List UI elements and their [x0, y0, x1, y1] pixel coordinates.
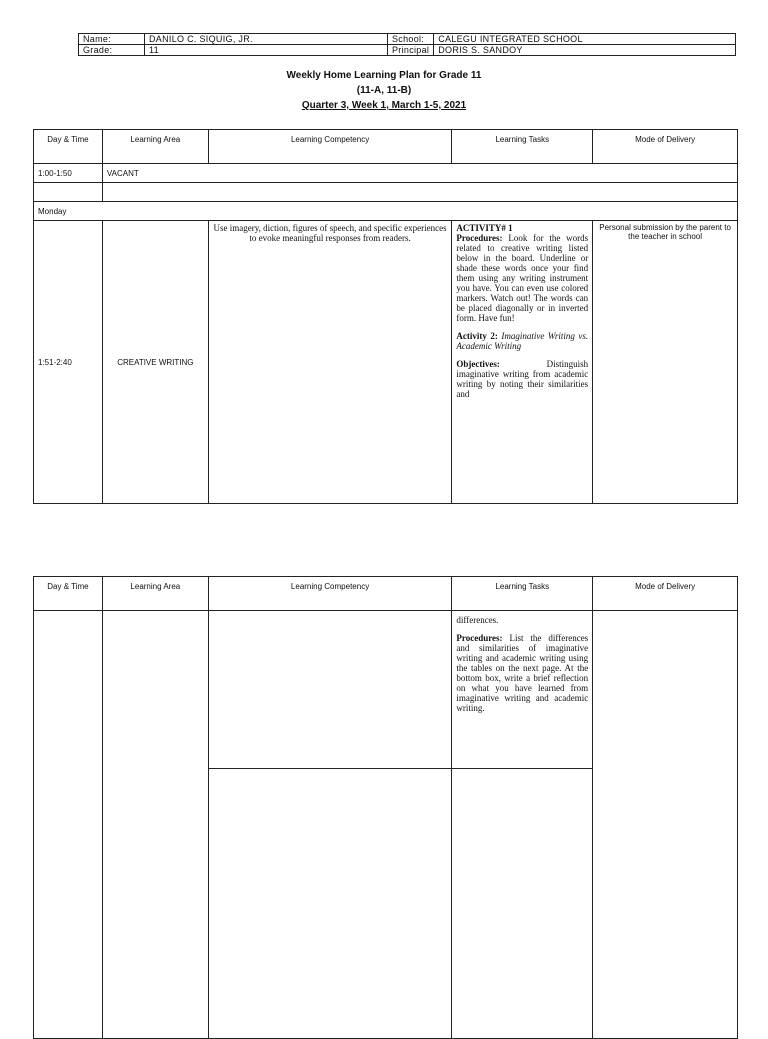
school-value: CALEGU INTEGRATED SCHOOL	[434, 34, 736, 45]
vacant-time: 1:00-1:50	[34, 164, 103, 183]
learning-area-creative-writing: CREATIVE WRITING	[102, 221, 208, 504]
grade-value: 11	[145, 45, 388, 56]
grade-label: Grade:	[79, 45, 145, 56]
header-learning-tasks: Learning Tasks	[452, 577, 593, 611]
activity-2-procedures: Procedures: List the differences and similarities of imaginative writing and academic writing using the tables on the next page. At the bottom box, write a brief reflection on what you have learned from imaginative writing and academic writing.	[456, 633, 589, 713]
header-day-time: Day & Time	[34, 577, 103, 611]
day-time-continued	[34, 611, 103, 1039]
blank-cell	[34, 183, 103, 202]
plan-sections: (11-A, 11-B)	[356, 85, 412, 96]
name-label: Name:	[79, 34, 145, 45]
activity-2-objectives-continued: differences.	[456, 615, 499, 625]
header-learning-competency: Learning Competency	[208, 577, 452, 611]
principal-label: Principal	[388, 45, 434, 56]
name-value: DANILO C. SIQUIG, JR.	[145, 34, 388, 45]
activity-2-title: Activity 2: Imaginative Writing vs. Academic Writing	[456, 331, 589, 351]
activity-2-objectives: Objectives: Distinguish imaginative writing from academic writing by noting their similarities and	[456, 359, 589, 399]
header-learning-area: Learning Area	[102, 577, 208, 611]
learning-area-continued	[102, 611, 208, 1039]
mode-of-delivery-text: Personal submission by the parent to the teacher in school	[593, 221, 738, 504]
competency-blank	[208, 769, 452, 1039]
header-mode-of-delivery: Mode of Delivery	[593, 577, 738, 611]
learning-tasks-cell	[452, 221, 593, 504]
teacher-info-table	[78, 33, 736, 56]
activity-1-title: ACTIVITY# 1	[456, 223, 513, 233]
blank-row	[102, 183, 737, 202]
learning-plan-table-1	[33, 129, 738, 504]
session-time: 1:51-2:40	[34, 221, 103, 504]
activity-1-procedures: Procedures: Look for the words related to creative writing listed below in the board. Underline or shade these words once your find them using any writing instrument you have. You can even use colored markers. Watch out! The words can be placed diagonally or in inverted form. Have fun!	[456, 233, 589, 323]
header-learning-competency: Learning Competency	[208, 130, 452, 164]
day-monday: Monday	[34, 202, 738, 221]
header-learning-tasks: Learning Tasks	[452, 130, 593, 164]
plan-quarter: Quarter 3, Week 1, March 1-5, 2021	[301, 100, 467, 111]
header-learning-area: Learning Area	[102, 130, 208, 164]
learning-plan-table-2	[33, 576, 738, 1039]
learning-tasks-continued	[452, 611, 593, 769]
delivery-continued	[593, 611, 738, 1039]
competency-continued	[208, 611, 452, 769]
plan-title: Weekly Home Learning Plan for Grade 11	[286, 70, 482, 81]
tasks-blank	[452, 769, 593, 1039]
header-mode-of-delivery: Mode of Delivery	[593, 130, 738, 164]
learning-competency-text: Use imagery, diction, figures of speech, and specific experiences to evoke meaningful responses from readers.	[208, 221, 452, 504]
vacant-label: VACANT	[102, 164, 737, 183]
header-day-time: Day & Time	[34, 130, 103, 164]
school-label: School:	[388, 34, 434, 45]
principal-value: DORIS S. SANDOY	[434, 45, 736, 56]
